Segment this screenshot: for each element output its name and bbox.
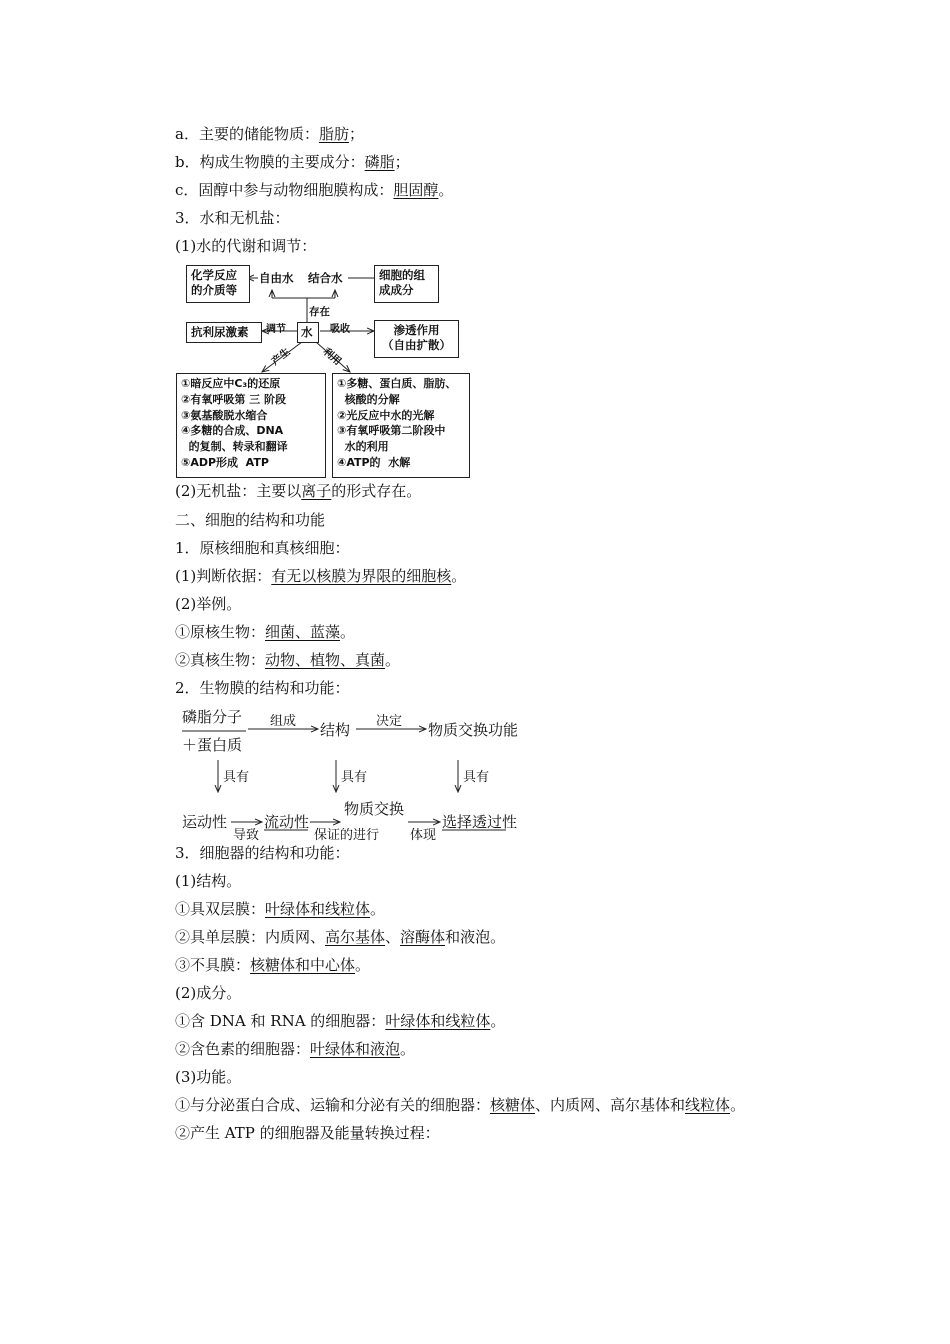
text: (1)判断依据： xyxy=(175,567,272,585)
text: 。 xyxy=(451,567,467,585)
cell-component-box: 细胞的组 成成分 xyxy=(374,265,439,303)
dna-answer: 叶绿体和线粒体 xyxy=(385,1012,491,1030)
h1: 1．原核细胞和真核细胞： xyxy=(175,539,350,557)
text: 。 xyxy=(490,1012,506,1030)
lysosome-answer: 溶酶体 xyxy=(400,928,446,946)
double-answer: 叶绿体和线粒体 xyxy=(265,900,371,918)
have-label-1: 具有 xyxy=(223,770,250,785)
function-label: 物质交换功能 xyxy=(428,721,519,739)
produce-label: 产生 xyxy=(269,346,293,368)
text: ①具双层膜： xyxy=(175,900,266,918)
bound-water-label: 结合水 xyxy=(308,271,343,285)
embody-label: 体现 xyxy=(410,828,437,843)
eukaryote-answer: 动物、植物、真菌 xyxy=(265,651,386,669)
use-item: 核酸的分解 xyxy=(337,392,400,406)
ensure-label: 保证的进行 xyxy=(314,828,380,843)
text: 的形式存在。 xyxy=(331,482,422,500)
use-item: 水的利用 xyxy=(337,440,389,454)
ion-answer: 离子 xyxy=(301,482,332,500)
have-label-3: 具有 xyxy=(463,770,490,785)
pigment-answer: 叶绿体和液泡 xyxy=(310,1040,401,1058)
single-membrane-line xyxy=(175,927,505,947)
dna-line xyxy=(175,1011,505,1031)
have-label-2: 具有 xyxy=(341,770,368,785)
text: 。 xyxy=(730,1096,746,1114)
pigment-line xyxy=(175,1039,415,1059)
no-membrane-answer: 核糖体和中心体 xyxy=(250,956,356,974)
medium-box: 化学反应 的介质等 xyxy=(186,265,250,303)
lipid-a-text: a．主要的储能物质： xyxy=(175,125,319,143)
produce-item: ⑤ADP形成 ATP xyxy=(181,455,269,469)
lipid-b-text: b．构成生物膜的主要成分： xyxy=(175,153,365,171)
ribosome-answer: 核糖体 xyxy=(490,1096,536,1114)
osmosis-box: 渗透作用 （自由扩散） xyxy=(374,320,459,358)
produce-item: ①暗反应中C₃的还原 xyxy=(181,377,281,390)
text: 。 xyxy=(340,623,356,641)
use-item: ①多糖、蛋白质、脂肪、 xyxy=(337,377,457,390)
text: ②真核生物： xyxy=(175,651,266,669)
mitochondria-answer: 线粒体 xyxy=(685,1096,731,1114)
h3: 3．细胞器的结构和功能： xyxy=(175,844,350,862)
text: ①含 DNA 和 RNA 的细胞器： xyxy=(175,1012,386,1030)
secretion-line xyxy=(175,1095,745,1115)
no-membrane-line xyxy=(175,955,370,975)
examples: (2)举例。 xyxy=(175,595,242,613)
water-box: 水 xyxy=(297,322,319,343)
cell-heading: 二、细胞的结构和功能 xyxy=(175,511,326,529)
motility-label: 运动性 xyxy=(182,813,228,831)
selective-answer: 选择透过 xyxy=(442,813,503,831)
use-label: 利用 xyxy=(320,346,343,368)
absorb-label: 吸收 xyxy=(330,324,350,335)
text: 。 xyxy=(400,1040,416,1058)
golgi-answer: 高尔基体 xyxy=(325,928,386,946)
produce-item: ②有氧呼吸第 三 阶段 xyxy=(181,392,286,406)
phospholipid-label: 磷脂分子 xyxy=(182,708,243,726)
prokaryote-answer: 细菌、蓝藻 xyxy=(265,623,341,641)
func: (3)功能。 xyxy=(175,1068,242,1086)
text: ①原核生物： xyxy=(175,623,266,641)
xing: 性 xyxy=(502,813,518,831)
water-sub1: (1)水的代谢和调节： xyxy=(175,237,317,255)
produce-item: ③氨基酸脱水缩合 xyxy=(181,408,268,422)
decide-label: 决定 xyxy=(376,714,403,729)
lipid-b-answer: 磷脂 xyxy=(364,153,395,171)
lipid-c-answer: 胆固醇 xyxy=(393,181,439,199)
punct: 。 xyxy=(438,181,454,199)
produce-item: 的复制、转录和翻译 xyxy=(181,440,288,454)
text: 。 xyxy=(355,956,371,974)
free-water-label: 自由水 xyxy=(259,271,294,285)
struct: (1)结构。 xyxy=(175,872,242,890)
punct: ； xyxy=(394,153,410,171)
structure-label: 结构 xyxy=(320,721,351,739)
adh-box: 抗利尿激素 xyxy=(186,322,262,343)
use-item: ②光反应中水的光解 xyxy=(337,408,435,422)
atp-line: ②产生 ATP 的细胞器及能量转换过程： xyxy=(175,1124,440,1142)
text: 。 xyxy=(370,900,386,918)
double-membrane-line xyxy=(175,899,385,919)
lipid-c-text: c．固醇中参与动物细胞膜构成： xyxy=(175,181,394,199)
h2: 2．生物膜的结构和功能： xyxy=(175,679,350,697)
use-item: ④ATP的 水解 xyxy=(337,455,411,469)
produce-item: ④多糖的合成、DNA xyxy=(181,424,284,438)
text: 。 xyxy=(385,651,401,669)
text: ①与分泌蛋白合成、运输和分泌有关的细胞器： xyxy=(175,1096,491,1114)
text: 、 xyxy=(385,928,401,946)
judge-answer: 有无以核膜为界限的细胞核 xyxy=(271,567,452,585)
exchange-label: 物质交换 xyxy=(344,800,405,818)
use-item: ③有氧呼吸第二阶段中 xyxy=(337,424,446,438)
text: (2)无机盐：主要以 xyxy=(175,482,302,500)
punct: ； xyxy=(348,125,364,143)
text: ③不具膜： xyxy=(175,956,251,974)
text: ②具单层膜：内质网、 xyxy=(175,928,326,946)
regulate-label: 调节 xyxy=(266,324,286,335)
protein-label: ＋蛋白质 xyxy=(182,736,243,754)
water-heading: 3．水和无机盐： xyxy=(175,209,290,227)
text: 和液泡。 xyxy=(445,928,506,946)
lead-label: 导致 xyxy=(233,828,260,843)
text: ②含色素的细胞器： xyxy=(175,1040,311,1058)
comp: (2)成分。 xyxy=(175,984,242,1002)
lipid-a-answer: 脂肪 xyxy=(318,125,349,143)
selective-label xyxy=(442,811,517,832)
compose-label: 组成 xyxy=(270,714,297,729)
text: 、内质网、高尔基体和 xyxy=(535,1096,686,1114)
fluidity-label: 流动性 xyxy=(264,813,310,831)
exist-label: 存在 xyxy=(309,306,330,318)
